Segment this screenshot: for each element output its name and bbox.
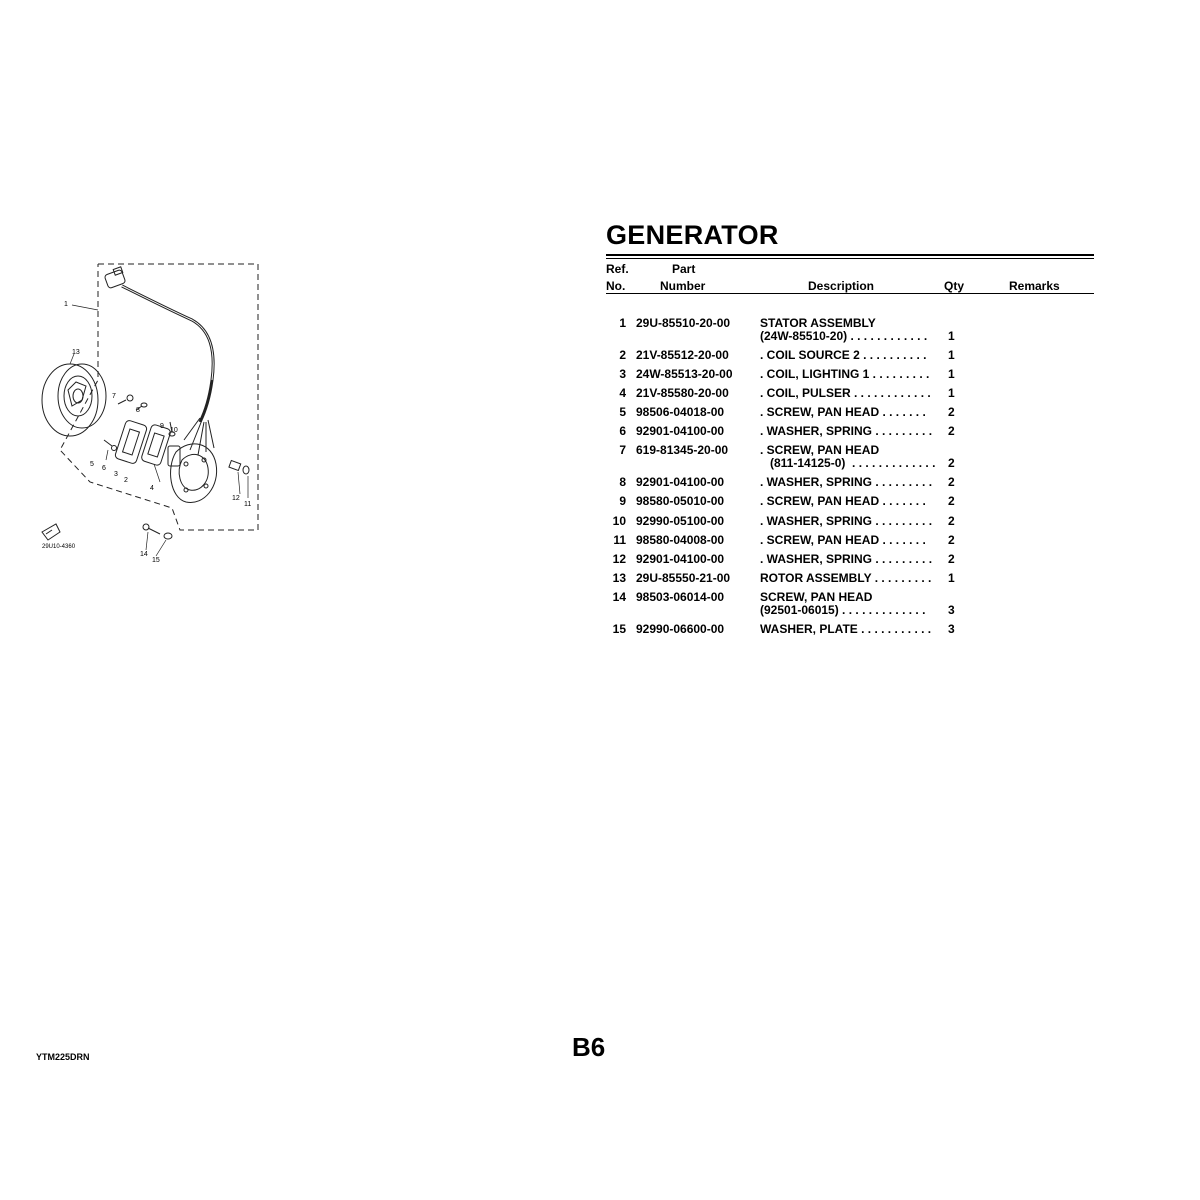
ref-no: 13 xyxy=(612,571,626,585)
part-number: 29U-85510-20-00 xyxy=(636,316,731,330)
ref-no: 9 xyxy=(619,494,626,508)
exploded-diagram xyxy=(20,250,280,570)
col-ref-line2: No. xyxy=(606,279,626,293)
ref-no: 15 xyxy=(612,622,626,636)
part-qty: 1 xyxy=(948,367,955,381)
callout-8: 8 xyxy=(136,407,140,414)
part-description: ROTOR ASSEMBLY . . . . . . . . . xyxy=(760,571,932,585)
ref-no: 12 xyxy=(612,552,626,566)
part-number: 98580-04008-00 xyxy=(636,533,725,547)
col-ref-line1: Ref. xyxy=(606,262,629,276)
callout-5: 5 xyxy=(90,461,94,468)
part-number: 92901-04100-00 xyxy=(636,424,725,438)
part-number: 92901-04100-00 xyxy=(636,475,725,489)
title-rule xyxy=(606,254,1094,256)
part-number: 92901-04100-00 xyxy=(636,552,725,566)
callout-10: 10 xyxy=(170,427,178,434)
diagram-code: 29U10-4360 xyxy=(42,544,76,550)
callout-6: 6 xyxy=(102,465,106,472)
part-description: . WASHER, SPRING . . . . . . . . . xyxy=(760,475,933,489)
callout-15: 15 xyxy=(152,557,160,564)
callout-11: 11 xyxy=(244,501,252,508)
part-description: . SCREW, PAN HEAD . . . . . . . xyxy=(760,494,926,508)
model-code: YTM225DRN xyxy=(36,1052,90,1062)
part-description-alt: (811-14125-0) . . . . . . . . . . . . . xyxy=(760,456,936,470)
callout-4: 4 xyxy=(150,485,154,492)
part-qty: 2 xyxy=(948,533,955,547)
part-number: 98580-05010-00 xyxy=(636,494,725,508)
part-qty: 1 xyxy=(948,329,955,343)
part-number: 98503-06014-00 xyxy=(636,590,725,604)
part-description: . WASHER, SPRING . . . . . . . . . xyxy=(760,514,933,528)
part-qty: 1 xyxy=(948,348,955,362)
stator-plate xyxy=(171,444,217,503)
front-arrow-icon xyxy=(42,524,60,540)
ref-no: 2 xyxy=(619,348,626,362)
part-qty: 2 xyxy=(948,456,955,470)
ref-no: 3 xyxy=(619,367,626,381)
part-qty: 2 xyxy=(948,424,955,438)
part-qty: 2 xyxy=(948,514,955,528)
part-qty: 3 xyxy=(948,622,955,636)
ref-no: 10 xyxy=(612,514,626,528)
callout-9: 9 xyxy=(160,423,164,430)
part-description: . SCREW, PAN HEAD . . . . . . . xyxy=(760,405,926,419)
page-title: GENERATOR xyxy=(606,220,779,250)
part-qty: 2 xyxy=(948,405,955,419)
wire-harness xyxy=(122,286,213,422)
part-description-alt: (24W-85510-20) . . . . . . . . . . . . xyxy=(760,329,928,343)
callout-13: 13 xyxy=(72,349,80,356)
part-number: 21V-85580-20-00 xyxy=(636,386,729,400)
part-qty: 1 xyxy=(948,386,955,400)
part-number: 92990-06600-00 xyxy=(636,622,725,636)
ref-no: 8 xyxy=(619,475,626,489)
part-qty: 2 xyxy=(948,475,955,489)
part-description: . SCREW, PAN HEAD xyxy=(760,443,880,457)
part-number: 29U-85550-21-00 xyxy=(636,571,731,585)
part-number: 619-81345-20-00 xyxy=(636,443,729,457)
ref-no: 14 xyxy=(612,590,626,604)
part-description: SCREW, PAN HEAD xyxy=(760,590,873,604)
coil-lighting xyxy=(141,424,172,466)
header-rule xyxy=(606,293,1094,294)
callout-14: 14 xyxy=(140,551,148,558)
part-description: WASHER, PLATE . . . . . . . . . . . xyxy=(760,622,932,636)
part-description: . COIL, LIGHTING 1 . . . . . . . . . xyxy=(760,367,930,381)
ref-no: 4 xyxy=(619,386,626,400)
part-description: . SCREW, PAN HEAD . . . . . . . xyxy=(760,533,926,547)
part-description: . COIL, PULSER . . . . . . . . . . . . xyxy=(760,386,931,400)
callout-7: 7 xyxy=(112,393,116,400)
part-description-alt: (92501-06015) . . . . . . . . . . . . . xyxy=(760,603,926,617)
part-qty: 2 xyxy=(948,494,955,508)
part-description: . WASHER, SPRING . . . . . . . . . xyxy=(760,424,933,438)
callout-1: 1 xyxy=(64,301,68,308)
col-description: Description xyxy=(808,279,875,293)
coil-source xyxy=(114,420,147,465)
callout-3: 3 xyxy=(114,471,118,478)
part-qty: 3 xyxy=(948,603,955,617)
col-qty: Qty xyxy=(944,279,965,293)
part-number: 21V-85512-20-00 xyxy=(636,348,729,362)
fasteners xyxy=(104,395,252,539)
page-number: B6 xyxy=(572,1032,606,1062)
part-description: STATOR ASSEMBLY xyxy=(760,316,876,330)
part-qty: 1 xyxy=(948,571,955,585)
col-part-line1: Part xyxy=(672,262,696,276)
col-part-line2: Number xyxy=(660,279,706,293)
part-number: 92990-05100-00 xyxy=(636,514,725,528)
callout-2: 2 xyxy=(124,477,128,484)
title-rule-thin xyxy=(606,258,1094,259)
col-remarks: Remarks xyxy=(1009,279,1060,293)
part-number: 24W-85513-20-00 xyxy=(636,367,733,381)
ref-no: 1 xyxy=(619,316,626,330)
part-description: . COIL SOURCE 2 . . . . . . . . . . xyxy=(760,348,927,362)
ref-no: 7 xyxy=(619,443,626,457)
ref-no: 11 xyxy=(613,533,626,547)
part-number: 98506-04018-00 xyxy=(636,405,725,419)
part-qty: 2 xyxy=(948,552,955,566)
callout-12: 12 xyxy=(232,495,240,502)
part-description: . WASHER, SPRING . . . . . . . . . xyxy=(760,552,933,566)
ref-no: 5 xyxy=(619,405,626,419)
ref-no: 6 xyxy=(619,424,626,438)
